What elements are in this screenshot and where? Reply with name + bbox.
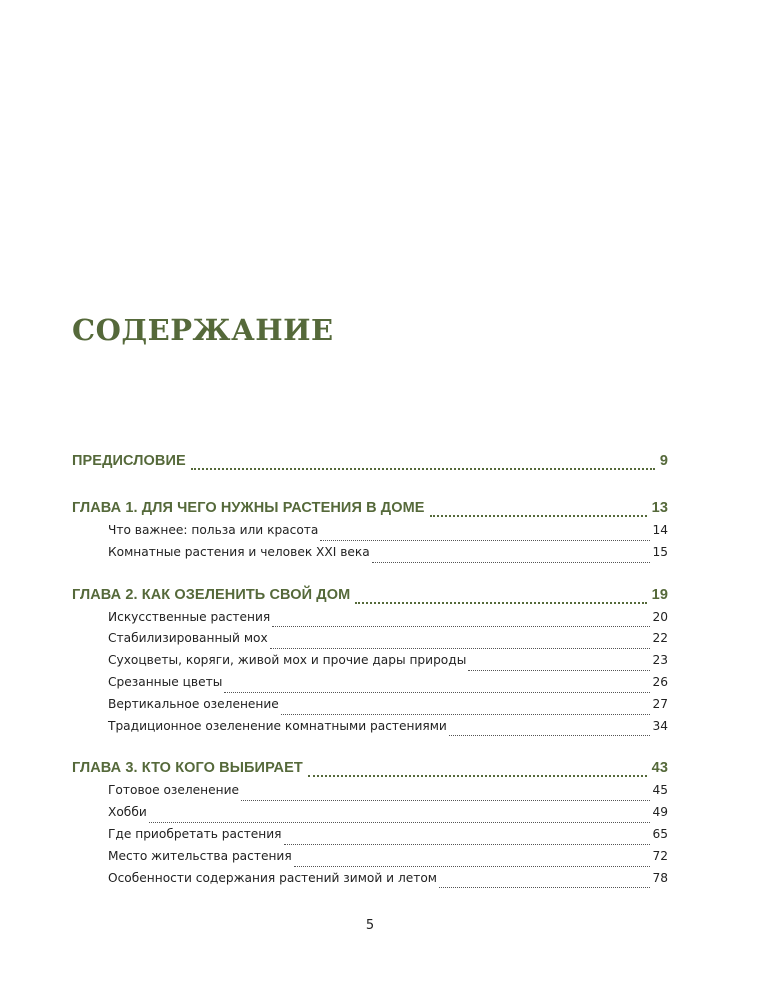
toc-page-number: 19	[651, 586, 668, 603]
dot-leader	[468, 669, 650, 671]
toc-item-title: Традиционное озеленение комнатными растениями	[108, 718, 447, 733]
toc-chapter-title: ГЛАВА 2. КАК ОЗЕЛЕНИТЬ СВОЙ ДОМ	[72, 586, 351, 603]
toc-chapter-row[interactable]	[72, 760, 668, 781]
toc-chapter-title: ПРЕДИСЛОВИЕ	[72, 453, 186, 469]
toc-page-number: 45	[652, 783, 668, 798]
dot-leader	[294, 865, 651, 867]
toc-page-number: 15	[652, 544, 668, 559]
toc-page-number: 78	[652, 870, 668, 885]
toc-item-row[interactable]	[72, 827, 668, 849]
toc-item-title: Срезанные цветы	[108, 674, 223, 689]
toc-page-number: 14	[652, 523, 668, 537]
toc-chapter-title: ГЛАВА 1. ДЛЯ ЧЕГО НУЖНЫ РАСТЕНИЯ В ДОМЕ	[72, 500, 425, 516]
toc-item-title: Особенности содержания растений зимой и летом	[108, 870, 437, 885]
toc-page-number: 23	[652, 653, 668, 668]
dot-leader	[281, 713, 651, 715]
toc-item-title: Искусственные растения	[108, 609, 271, 624]
table-of-contents	[72, 453, 668, 912]
dot-leader	[241, 799, 650, 801]
toc-section-chapter-3	[72, 760, 668, 892]
toc-item-row[interactable]	[72, 719, 668, 741]
dot-leader	[149, 821, 651, 823]
toc-page-number: 43	[651, 760, 668, 777]
toc-item-row[interactable]	[72, 523, 668, 545]
toc-page-number: 26	[652, 674, 668, 689]
dot-leader	[270, 647, 651, 649]
toc-item-title: Сухоцветы, коряги, живой мох и прочие дары природы	[108, 653, 467, 668]
toc-page-number: 65	[652, 826, 668, 841]
toc-page-number: 22	[652, 631, 668, 646]
toc-item-row[interactable]	[72, 653, 668, 675]
toc-item-row[interactable]	[72, 783, 668, 805]
dot-leader	[430, 513, 647, 517]
toc-item-title: Стабилизированный мох	[108, 631, 268, 646]
toc-page-number: 13	[651, 500, 668, 516]
toc-page-number: 34	[652, 718, 668, 733]
dot-leader	[272, 625, 650, 627]
toc-item-row[interactable]	[72, 631, 668, 653]
page-number-footer: 5	[365, 918, 375, 933]
toc-item-row[interactable]	[72, 610, 668, 632]
page-title: СОДЕРЖАНИЕ	[72, 313, 334, 347]
toc-chapter-row[interactable]	[72, 587, 668, 608]
toc-page-number: 49	[652, 805, 668, 820]
toc-page-number: 20	[652, 609, 668, 624]
dot-leader	[355, 600, 646, 604]
dot-leader	[372, 561, 651, 563]
toc-item-title: Комнатные растения и человек XXI века	[108, 544, 370, 559]
toc-item-title: Готовое озеленение	[108, 783, 240, 798]
toc-section-chapter-1	[72, 500, 668, 567]
toc-chapter-row[interactable]	[72, 453, 668, 474]
dot-leader	[284, 843, 651, 845]
toc-item-row[interactable]	[72, 849, 668, 871]
dot-leader	[224, 691, 650, 693]
toc-item-title: Хобби	[108, 805, 147, 820]
toc-item-title: Вертикальное озеленение	[108, 696, 279, 711]
toc-item-row[interactable]	[72, 545, 668, 567]
toc-item-row[interactable]	[72, 675, 668, 697]
toc-page-number: 72	[652, 848, 668, 863]
toc-page-number: 27	[652, 696, 668, 711]
toc-page-number: 9	[659, 453, 668, 469]
dot-leader	[439, 886, 651, 888]
toc-item-title: Место жительства растения	[108, 848, 292, 863]
toc-item-row[interactable]	[72, 871, 668, 893]
toc-section-chapter-2	[72, 587, 668, 741]
dot-leader	[320, 539, 650, 541]
toc-section-preface	[72, 453, 668, 474]
dot-leader	[308, 773, 647, 777]
toc-item-row[interactable]	[72, 697, 668, 719]
dot-leader	[191, 466, 655, 470]
toc-item-row[interactable]	[72, 805, 668, 827]
dot-leader	[449, 734, 651, 736]
toc-item-title: Где приобретать растения	[108, 826, 282, 841]
toc-chapter-title: ГЛАВА 3. КТО КОГО ВЫБИРАЕТ	[72, 760, 303, 777]
toc-item-title: Что важнее: польза или красота	[108, 523, 319, 537]
toc-chapter-row[interactable]	[72, 500, 668, 521]
